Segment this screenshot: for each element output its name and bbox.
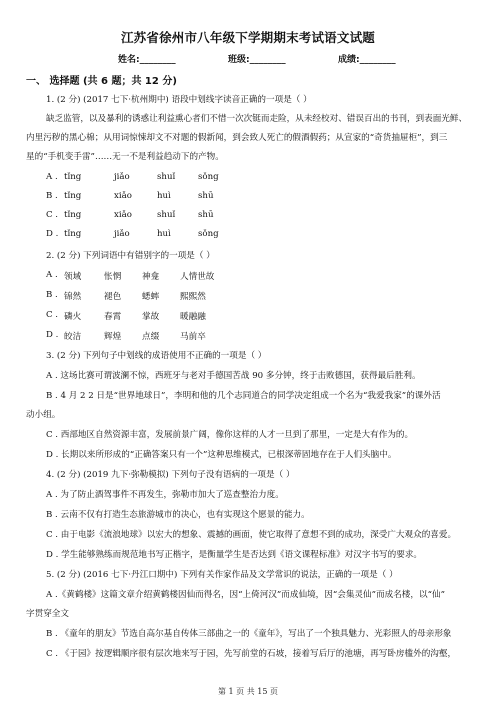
q5-option-a[interactable]: A .《黄鹤楼》这篇文章介绍黄鹤楼因仙而得名，因“上倚河汉”而成仙境，因“会集灵仙”而成名楼，以“仙” — [46, 590, 445, 600]
option-letter: D . — [46, 330, 59, 340]
option-item: 怅惘 — [104, 272, 122, 282]
option-item: huì — [157, 229, 171, 239]
option-item: tǐng — [64, 210, 82, 220]
option-item: 锦然 — [64, 292, 82, 302]
option-item: 掌故 — [142, 312, 160, 322]
option-item: tǐng — [64, 172, 82, 182]
option-item: 点缀 — [142, 332, 160, 342]
option-item: shuǐ — [157, 210, 176, 220]
q2-stem: 2. (2 分) 下列词语中有错别字的一项是（ ） — [46, 251, 215, 261]
q1-passage-line: 内里污秽的黑心棉；从用词惊悚却文不对题的假新闻，到会致人死亡的假酒假药；从宣家的“奇货抽屉柜”，到三 — [26, 133, 448, 143]
option-item: jiǎo — [114, 172, 130, 182]
option-item: shū — [198, 191, 214, 201]
option-item: shū — [198, 210, 214, 220]
option-item: tǐng — [64, 229, 82, 239]
option-letter: C . — [46, 210, 59, 220]
option-item: shuǐ — [157, 172, 176, 182]
option-item: 蟋蟀 — [142, 292, 160, 302]
q5-stem: 5. (2 分) (2016 七下·丹江口期中) 下列有关作家作品及文学常识的说法，正确的一项是（ ） — [46, 570, 398, 580]
option-letter: C . — [46, 310, 59, 320]
q3-option-b[interactable]: B . 4 月 2 2 日是“世界地球日”，李明和他的几个志同道合的同学决定组成一个名为“我爱我家”的课外活 — [46, 391, 441, 401]
option-letter: A . — [46, 172, 58, 182]
q1-passage-line: 缺乏监管，以及暴利的诱惑让利益熏心者们不惜一次次铤而走险，从未经校对、错误百出的书刊，到表面光鲜、 — [46, 114, 468, 124]
option-letter: D . — [46, 229, 59, 239]
q3-option-c[interactable]: C . 西部地区自然资源丰富，发展前景广阔，像你这样的人才一旦到了那里，一定是大有作为的。 — [46, 430, 414, 440]
option-letter: B . — [46, 290, 58, 300]
q5-option-c[interactable]: C . 《于园》按逻辑顺序很有层次地来写于园，先写前堂的石坡，接着写后厅的池塘，再写卧房槛外的沟壑， — [46, 649, 457, 659]
option-item: 熙熙然 — [180, 292, 206, 302]
q3-option-a[interactable]: A . 这场比赛可谓波澜不惊，西班牙与老对手德国苦战 90 多分钟，终于击败德国，获得最后胜利。 — [46, 371, 421, 381]
option-item: 春霄 — [104, 312, 122, 322]
q4-option-b[interactable]: B . 云南不仅有打造生态旅游城市的决心，也有实现这个愿景的能力。 — [46, 510, 310, 520]
class-field-label: 班级:________ — [228, 55, 286, 65]
option-item: xiǎo — [114, 210, 132, 220]
option-letter: A . — [46, 270, 58, 280]
option-item: jiǎo — [114, 229, 130, 239]
q1-stem: 1. (2 分) (2017 七下·杭州期中) 语段中划线字读音正确的一项是（ ） — [46, 95, 312, 105]
page-number: 第 1 页 共 15 页 — [218, 687, 278, 696]
q4-stem: 4. (2 分) (2019 九下·弥勒模拟) 下列句子没有语病的一项是（ ） — [46, 470, 295, 480]
option-item: tǐng — [64, 191, 82, 201]
q3-option-d[interactable]: D . 长期以来所形成的“正确答案只有一个”这种思维模式，已根深蒂固地存在于人们头脑中。 — [46, 450, 397, 460]
q4-option-c[interactable]: C . 由于电影《流浪地球》以宏大的想象、震撼的画面，使它取得了意想不到的成功，深受广大观众的喜爱。 — [46, 530, 457, 540]
q3-option-b-continued: 动小组。 — [26, 410, 61, 420]
option-item: 磷火 — [64, 312, 82, 322]
option-item: xiǎo — [114, 191, 132, 201]
q4-option-d[interactable]: D . 学生能够熟练而规范地书写正楷字，是衡量学生是否达到《语文课程标准》对汉字书写的要求。 — [46, 550, 423, 560]
option-item: 褪色 — [104, 292, 122, 302]
section-heading: 一、 选择题 (共 6 题；共 12 分) — [26, 76, 177, 87]
q3-stem: 3. (2 分) 下列句子中划线的成语使用不正确的一项是（ ） — [46, 351, 267, 361]
option-item: 暖融融 — [180, 312, 206, 322]
option-item: 领域 — [64, 272, 82, 282]
option-item: sǒng — [198, 229, 219, 239]
q5-option-b[interactable]: B . 《童年的朋友》节选自高尔基自传体三部曲之一的《童年》，写出了一个独具魅力、光彩照人的母亲形象 — [46, 629, 452, 639]
option-item: 人情世故 — [180, 272, 215, 282]
name-field-label: 姓名:________ — [118, 55, 176, 65]
option-item: sǒng — [198, 172, 219, 182]
q5-option-a-continued: 字贯穿全文 — [26, 609, 69, 619]
option-item: huì — [157, 191, 171, 201]
q1-passage-line: 星的“手机变手雷”……无一不是利益趋动下的产物。 — [26, 152, 224, 162]
option-item: 辉煌 — [104, 332, 122, 342]
option-item: 神龛 — [142, 272, 160, 282]
option-item: 皎洁 — [64, 332, 82, 342]
option-item: 马前卒 — [180, 332, 206, 342]
page-title: 江苏省徐州市八年级下学期期末考试语文试题 — [120, 30, 375, 45]
option-letter: B . — [46, 191, 58, 201]
score-field-label: 成绩:________ — [338, 55, 396, 65]
q4-option-a[interactable]: A . 为了防止酒驾事件不再发生，弥勒市加大了巡查整治力度。 — [46, 490, 284, 500]
